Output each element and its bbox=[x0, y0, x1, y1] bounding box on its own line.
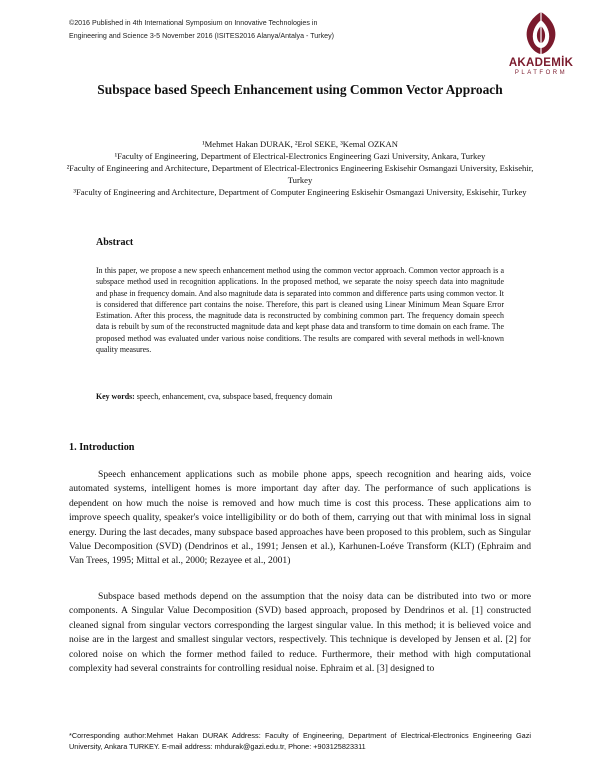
paper-title: Subspace based Speech Enhancement using Common Vector Approach bbox=[97, 82, 503, 97]
publication-note-line-2: Engineering and Science 3-5 November 2016 (ISITES2016 Alanya/Antalya - Turkey) bbox=[69, 32, 334, 40]
corresponding-author-footnote: *Corresponding author:Mehmet Hakan DURAK Address: Faculty of Engineering, Department of Electrical-Electronics Engineering Gazi University, Ankara TURKEY. E-mail address: mhdurak@gazi.edu.tr, Phone: +903125823311 bbox=[69, 731, 531, 751]
keywords-line bbox=[96, 392, 332, 401]
section-heading-introduction: 1. Introduction bbox=[69, 442, 135, 453]
intro-paragraph-2: Subspace based methods depend on the assumption that the noisy data can be distributed into two or more components. A Singular Value Decomposition (SVD) based approach, proposed by Dendrinos et al. [1] constructed cleaned signal from singular vectors corresponding the largest singular value. In this method; it is believed voice and noise are in the largest and smallest singular vectors, respectively. This technique is developed by Jensen et al. [2] for colored noise on which the former method failed to reduce. Furthermore, their method with high computational complexity had several constraints for controlling residual noise. Ephraim et al. [3] designed to bbox=[69, 591, 531, 675]
affiliation-2: ²Faculty of Engineering and Architecture, Department of Electrical-Electronics Engineering Eskisehir Osmangazi University, Eskisehir, Turkey bbox=[66, 163, 534, 185]
keywords-text: speech, enhancement, cva, subspace based, frequency domain bbox=[136, 392, 333, 401]
abstract-heading: Abstract bbox=[96, 237, 134, 248]
author-names: ¹Mehmet Hakan DURAK, ²Erol SEKE, ³Kemal OZKAN bbox=[202, 139, 398, 149]
affiliation-3: ³Faculty of Engineering and Architecture, Department of Computer Engineering Eskisehir Osmangazi University, Eskisehir, Turkey bbox=[73, 187, 527, 197]
publication-note bbox=[69, 17, 334, 43]
abstract-text: In this paper, we propose a new speech enhancement method using the common vector approach. Common vector approach is a subspace method used in recognition applications. In the proposed method, we separate the noisy speech data into magnitude and phase in frequency domain. And also magnitude data is separated into common and difference parts using common vector. It is considered that difference part contains the noise. Therefore, this part is cleaned using Linear Minimum Mean Square Error Estimation. After this process, the magnitude data is reconstructed by combining common part. The frequency domain speech data is rebuilt by sum of the reconstructed magnitude data and kept phase data and transform to time domain on each frame. The proposed method was evaluated under various noise conditions. The results are compared with several methods in well-known quality measures. bbox=[96, 266, 504, 355]
akademik-platform-logo bbox=[508, 10, 574, 82]
author-block bbox=[60, 138, 540, 198]
logo-emblem-icon bbox=[519, 10, 563, 56]
publication-note-line-1: ©2016 Published in 4th International Symposium on Innovative Technologies in bbox=[69, 19, 318, 27]
keywords-label: Key words: bbox=[96, 392, 135, 401]
intro-paragraph-1: Speech enhancement applications such as mobile phone apps, speech recognition and hearing aids, voice automated systems, intelligent homes is more important day after day. The performance of such applications is dependent on how much the noise is removed and how much time is cost this process. These applications aim to improve speech quality, speaker's voice intelligibility or do both of them, carrying out that with minimal loss in signal energy. During the last decades, many subspace based approaches have been proposed to this problem, such as Singular Value Decomposition (SVD) (Dendrinos et al., 1991; Jensen et al.), Karhunen-Loéve Transform (KLT) (Ephraim and Van Trees, 1995; Mittal et al., 2000; Rezayee et al., 2001) bbox=[69, 469, 531, 567]
logo-name: AKADEMİK bbox=[508, 57, 574, 69]
affiliation-1: ¹Faculty of Engineering, Department of Electrical-Electronics Engineering Gazi University, Ankara, Turkey bbox=[114, 151, 486, 161]
logo-subtitle: PLATFORM bbox=[514, 70, 568, 76]
